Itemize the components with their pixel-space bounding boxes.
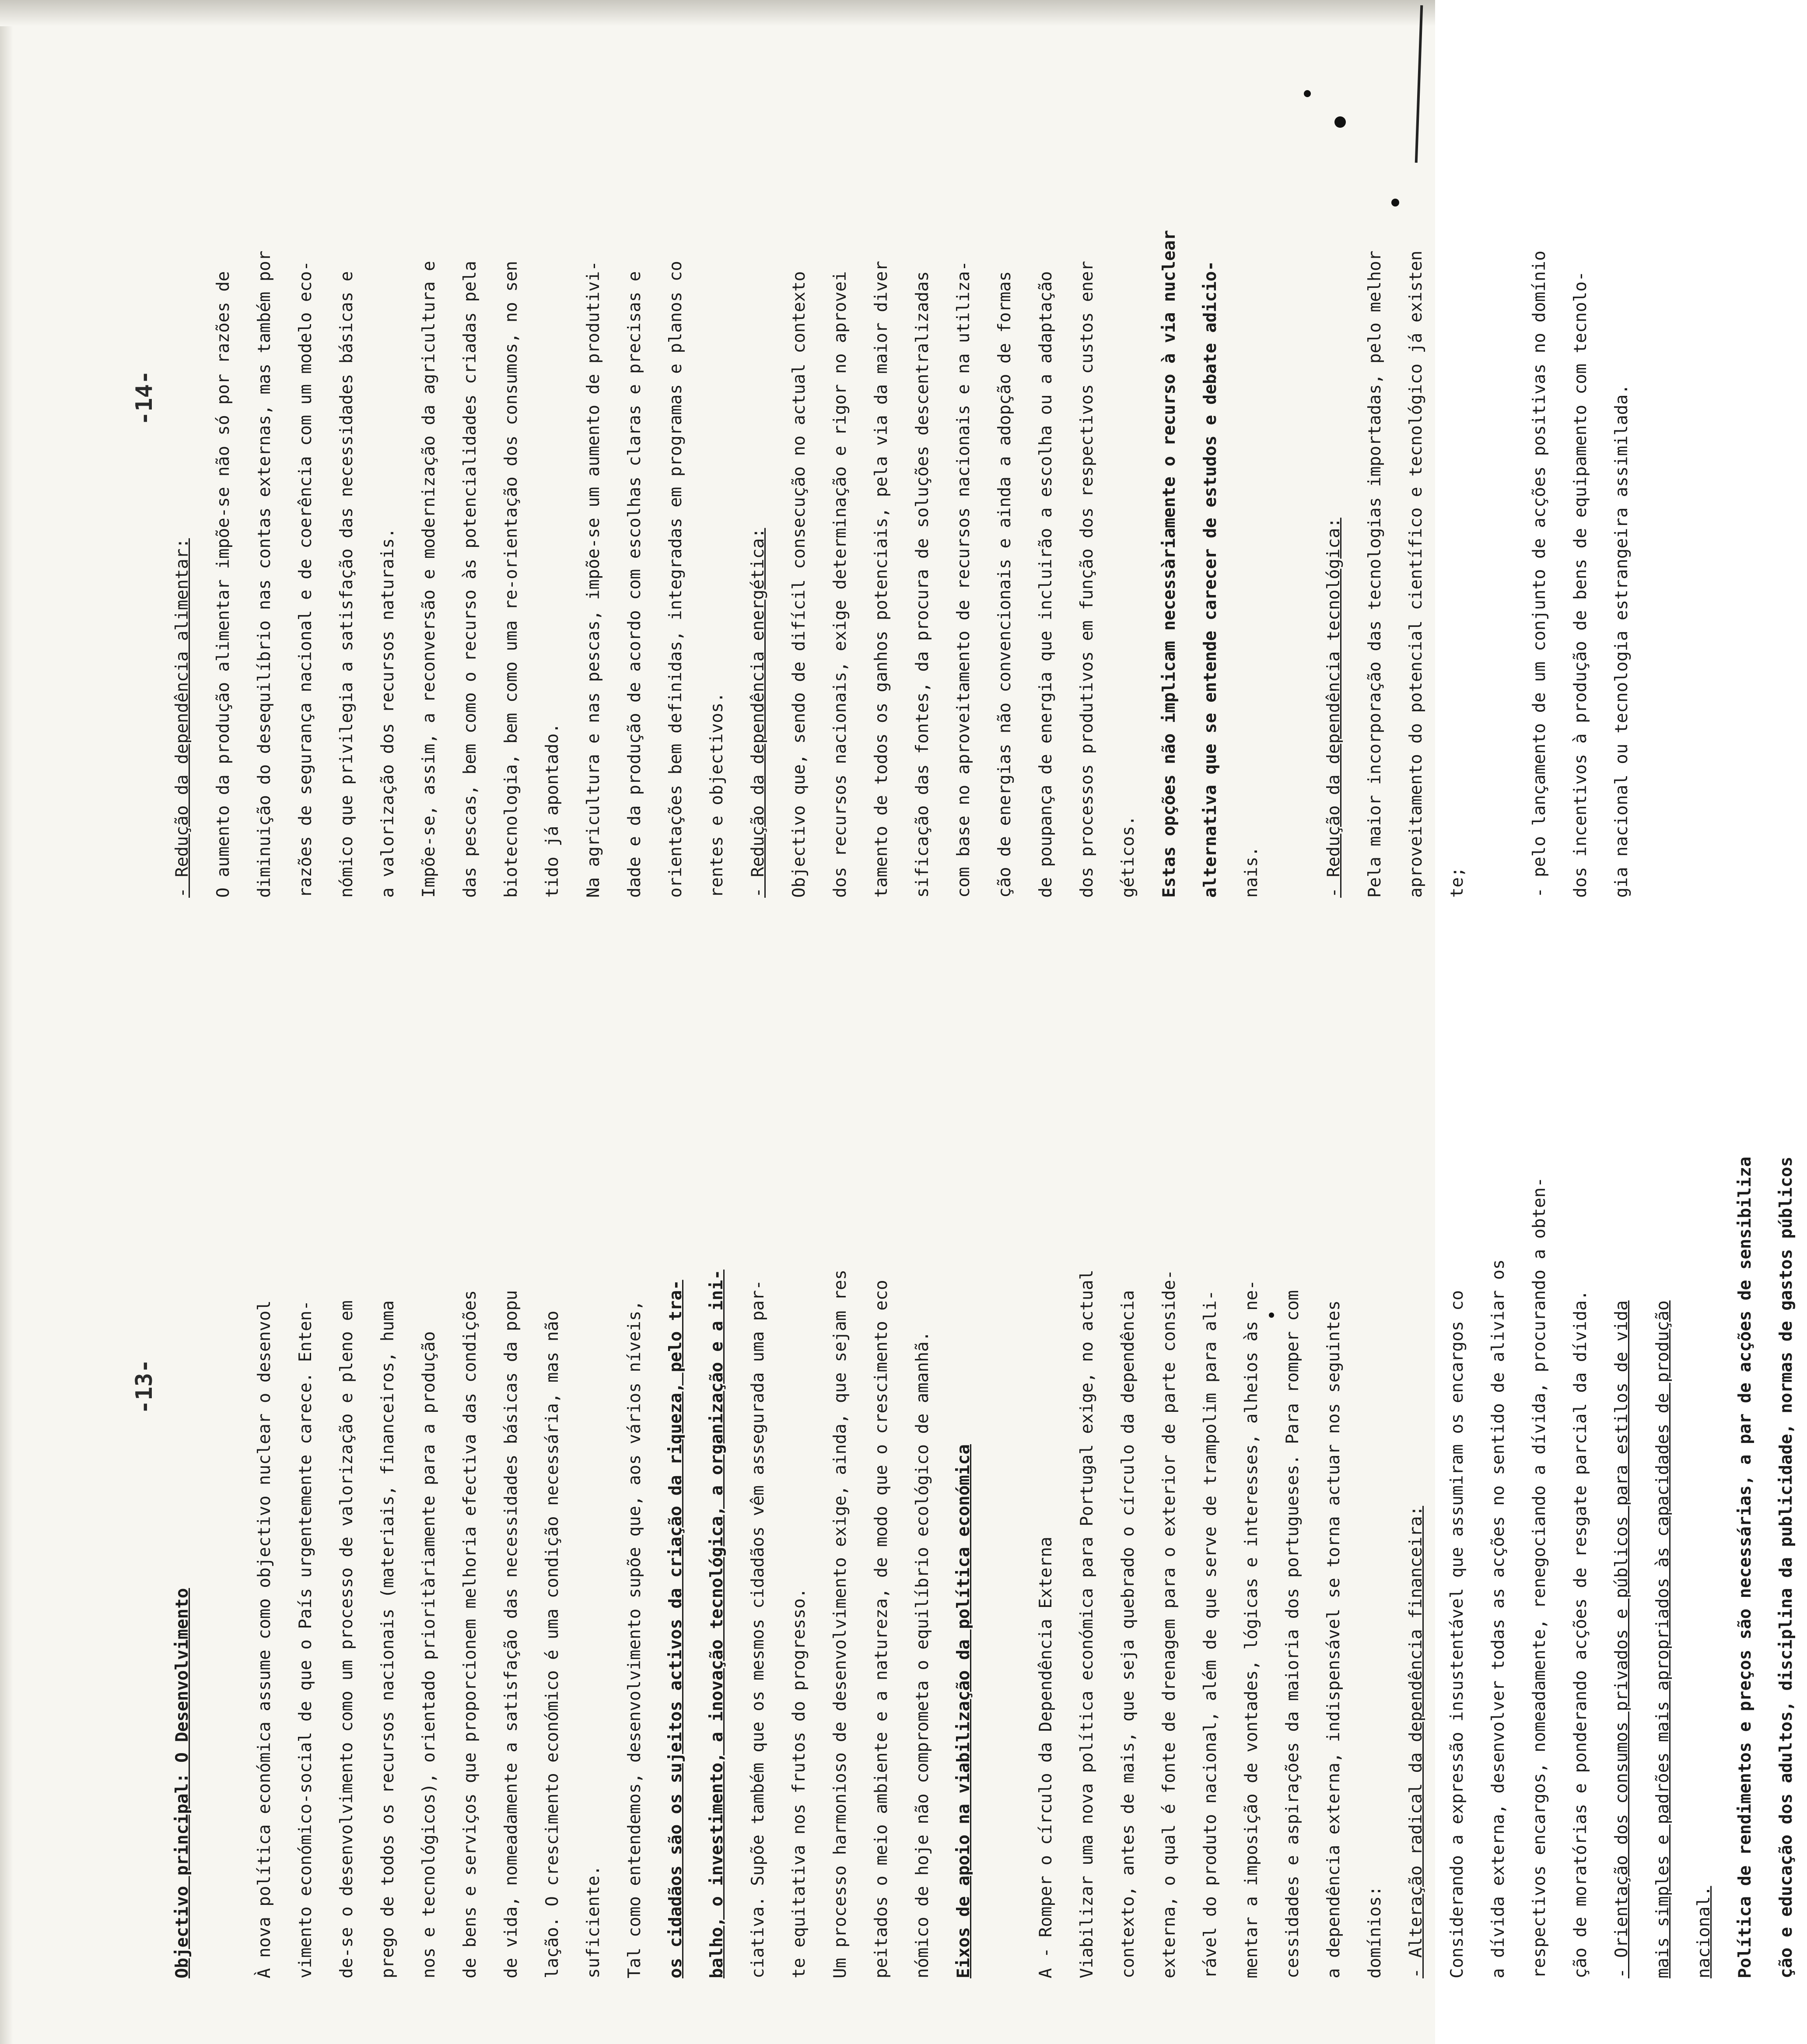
text-line: tido já apontado. xyxy=(543,723,562,898)
text-line: cessidades e aspirações da maioria dos portugueses. Para romper com xyxy=(1283,1290,1303,1978)
tech-dependence-heading: - Redução da dependência tecnológica: xyxy=(1324,518,1344,898)
text-line: rável do produto nacional, além de que serve de trampolim para ali- xyxy=(1201,1290,1220,1978)
section-heading: Eixos de apoio na viabilização da política económica xyxy=(954,1444,974,1978)
spacer xyxy=(203,994,244,1978)
text-line: razões de segurança nacional e de coerência com um modelo eco- xyxy=(296,261,315,898)
text-line: alternativa que se entende carecer de estudos e debate adicio- xyxy=(1201,261,1220,898)
text-line: Objectivo que, sendo de difícil consecução no actual contexto xyxy=(789,271,809,898)
paper-edge-top xyxy=(0,0,13,2044)
text-line: rentes e objectivos. xyxy=(707,692,727,898)
text-line: ciativa. Supõe também que os mesmos cidadãos vêm assegurada uma par- xyxy=(748,1280,768,1978)
financial-dependence-heading: - Alteração radical da dependência financeira: xyxy=(1406,1505,1426,1978)
text-line: prego de todos os recursos nacionais (materiais, financeiros, huma xyxy=(378,1300,398,1978)
tech-dependence-body xyxy=(1355,45,1642,898)
text-line: Política de rendimentos e preços são necessárias, a par de acções de sensibiliza xyxy=(1735,1156,1755,1978)
text-line: À nova política económica assume como objectivo nuclear o desenvol xyxy=(255,1300,274,1978)
text-line: Considerando a expressão insustentável que assumiram os encargos co xyxy=(1447,1290,1467,1978)
text-line: de bens e serviços que proporcionem melhoria efectiva das condições xyxy=(460,1290,480,1978)
text-line: domínios: xyxy=(1365,1886,1385,1978)
financial-dependence-body xyxy=(1437,994,1601,1978)
consumption-body xyxy=(1725,994,1807,1978)
text-line: mentar a imposição de vontades, lógicas e interesses, alheios às ne- xyxy=(1242,1280,1261,1978)
page-number-13: -13- xyxy=(131,1359,158,1414)
text-line: das pescas, bem como o recurso às potencialidades criadas pela xyxy=(460,261,480,898)
text-line: a valorização dos recursos naturais. xyxy=(378,528,398,898)
subsection-body xyxy=(1067,994,1396,1978)
text-line: sificação das fontes, da procura de soluções descentralizadas xyxy=(913,271,932,898)
text-line: balho, o investimento, a inovação tecnológica, a organização e a ini- xyxy=(707,1269,727,1978)
text-line: dos incentivos à produção de bens de equipamento com tecnolo- xyxy=(1571,271,1590,898)
text-line: gia nacional ou tecnologia estrangeira assimilada. xyxy=(1612,384,1632,898)
spacer xyxy=(984,994,1026,1978)
text-line: mais simples e padrões mais apropriados às capacidades de produção xyxy=(1653,1300,1673,1978)
page-number-14: -14- xyxy=(131,370,158,425)
text-line: peitados o meio ambiente e a natureza, de modo que o crescimento eco xyxy=(872,1280,891,1978)
right-page-column xyxy=(162,45,1642,898)
text-line: contexto, antes de mais, que seja quebrado o círculo da dependência xyxy=(1118,1290,1138,1978)
text-line: de vida, nomeadamente a satisfação das necessidades básicas da popu xyxy=(501,1290,521,1978)
text-line: aproveitamento do potencial científico e tecnológico já existen xyxy=(1406,250,1426,898)
spacer xyxy=(1478,45,1519,898)
text-line: Pela maior incorporação das tecnologias importadas, pelo melhor xyxy=(1365,250,1385,898)
text-line: nómico de hoje não comprometa o equilíbrio ecológico de amanhã. xyxy=(913,1331,932,1978)
energy-dependence-heading: - Redução da dependência energética: xyxy=(748,528,768,898)
text-line: ção e educação dos adultos, disciplina da publicidade, normas de gastos públicos xyxy=(1776,1156,1796,1978)
text-line: diminuição do desequilíbrio nas contas externas, mas também por xyxy=(255,250,274,898)
text-line: Tal como entendemos, desenvolvimento supõe que, aos vários níveis, xyxy=(625,1300,644,1978)
text-line: - pelo lançamento de um conjunto de acções positivas no domínio xyxy=(1530,250,1549,898)
text-line: nos e tecnológicos), orientado prioritàriamente para a produção xyxy=(419,1331,439,1978)
scan-speck xyxy=(1391,199,1399,206)
text-line: Impõe-se, assim, a reconversão e modernização da agricultura e xyxy=(419,261,439,898)
text-line: biotecnologia, bem como uma re-orientação dos consumos, no sen xyxy=(501,261,521,898)
text-line: vimento económico-social de que o País urgentemente carece. Enten- xyxy=(296,1300,315,1978)
text-line: a dívida externa, desenvolver todas as acções no sentido de aliviar os xyxy=(1488,1259,1508,1978)
consumption-heading xyxy=(1601,994,1725,1978)
text-line: Na agricultura e nas pescas, impõe-se um aumento de produtivi- xyxy=(584,261,603,898)
text-line: Estas opções não implicam necessàriamente o recurso à via nuclear xyxy=(1159,230,1179,898)
text-line: Viabilizar uma nova política económica para Portugal exige, no actual xyxy=(1077,1269,1097,1978)
text-line: Um processo harmonioso de desenvolvimento exige, ainda, que sejam res xyxy=(830,1269,850,1978)
text-line: dos processos produtivos em função dos respectivos custos ener xyxy=(1077,261,1097,898)
text-line: externa, o qual é fonte de drenagem para o exterior de parte conside- xyxy=(1159,1269,1179,1978)
development-paragraphs xyxy=(244,994,943,1978)
text-line: orientações bem definidas, integradas em programas e planos co xyxy=(666,261,686,898)
main-objective-heading: Objectivo principal: O Desenvolvimento xyxy=(172,1588,192,1978)
text-line: nais. xyxy=(1242,846,1261,898)
text-line: dos recursos nacionais, exige determinação e rigor no aprovei xyxy=(830,271,850,898)
energy-dependence-body xyxy=(779,45,1272,898)
text-line: ção de energias não convencionais e ainda a adopção de formas xyxy=(995,271,1015,898)
text-line: te; xyxy=(1447,867,1467,898)
paper-edge-right xyxy=(0,0,1435,26)
text-line: géticos. xyxy=(1118,816,1138,898)
scan-speck xyxy=(1269,1312,1274,1318)
text-line: te equitativa nos frutos do progresso. xyxy=(789,1588,809,1978)
food-dependence-heading: - Redução da dependência alimentar: xyxy=(172,538,192,898)
text-line: O aumento da produção alimentar impõe-se não só por razões de xyxy=(214,271,233,898)
text-line: os cidadãos são os sujeitos activos da criação da riqueza, pelo tra- xyxy=(666,1280,686,1978)
text-line: - Orientação dos consumos privados e públicos para estilos de vida xyxy=(1612,1300,1632,1978)
text-line: tamento de todos os ganhos potenciais, pela via da maior diver xyxy=(872,261,891,898)
scan-speck xyxy=(1304,90,1311,97)
text-line: a dependência externa, indispensável se torna actuar nos seguintes xyxy=(1324,1300,1344,1978)
subsection-heading: A - Romper o círculo da Dependência Externa xyxy=(1036,1536,1056,1978)
text-line: lação. O crescimento económico é uma condição necessária, mas não xyxy=(543,1310,562,1978)
scan-speck xyxy=(1334,116,1346,128)
text-line: de-se o desenvolvimento como um processo de valorização e pleno em xyxy=(337,1300,357,1978)
text-line: de poupança de energia que incluirão a escolha ou a adaptação xyxy=(1036,271,1056,898)
text-line: nacional. xyxy=(1694,1886,1714,1978)
text-line: nómico que privilegia a satisfação das necessidades básicas e xyxy=(337,271,357,898)
text-line: suficiente. xyxy=(584,1865,603,1978)
food-dependence-body xyxy=(203,45,738,898)
spacer xyxy=(1272,45,1313,898)
text-line: ção de moratórias e ponderando acções de resgate parcial da dívida. xyxy=(1571,1290,1590,1978)
left-page-column xyxy=(162,994,1807,1978)
text-line: com base no aproveitamento de recursos nacionais e na utiliza- xyxy=(954,261,974,898)
text-line: respectivos encargos, nomeadamente, renegociando a dívida, procurando a obten- xyxy=(1530,1177,1549,1978)
text-line: dade e da produção de acordo com escolhas claras e precisas e xyxy=(625,271,644,898)
